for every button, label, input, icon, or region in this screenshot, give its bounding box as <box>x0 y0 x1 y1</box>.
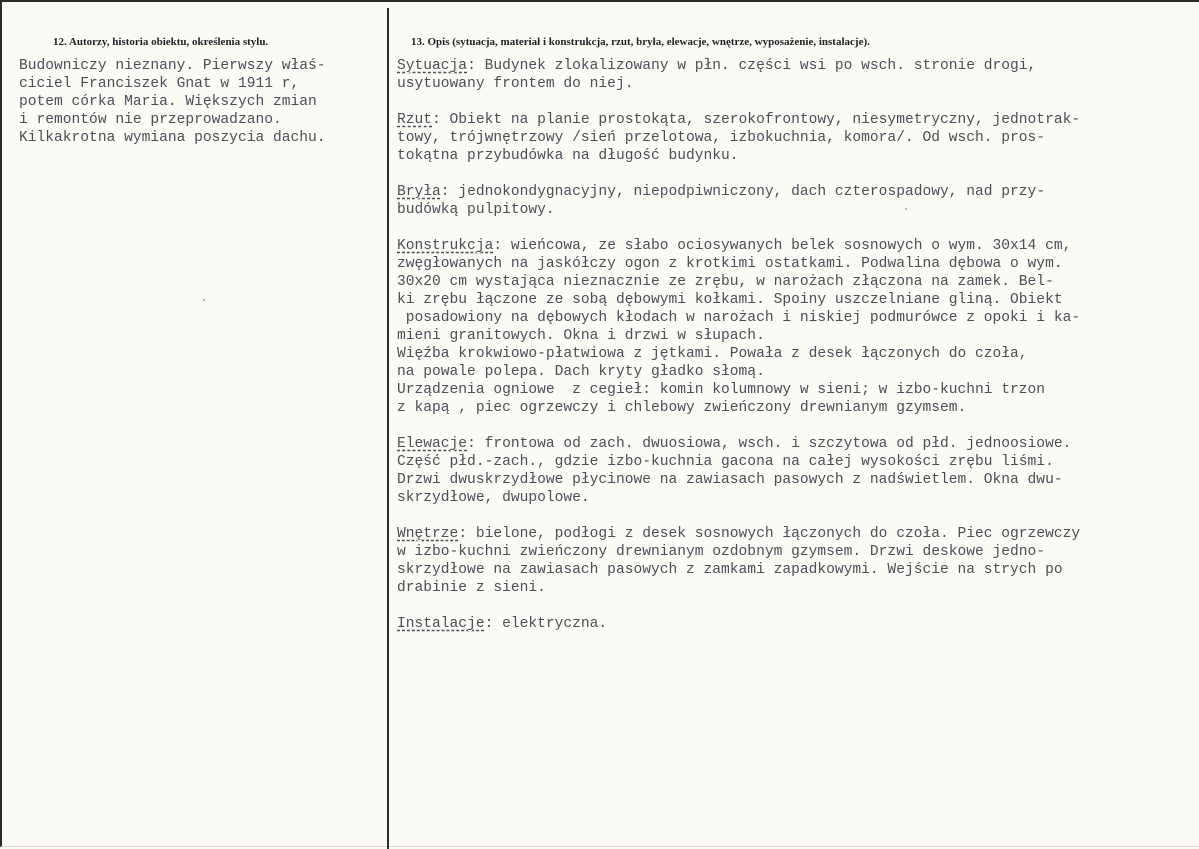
section-konstrukcja <box>397 237 1195 417</box>
paper-speck <box>203 299 205 301</box>
history-line: Kilkakrotna wymiana poszycia dachu. <box>19 130 326 146</box>
section-line: Drzwi dwuskrzydłowe płycinowe na zawiasach pasowych z nadświetlem. Okna dwu- <box>397 472 1063 488</box>
section-first-line: Rzut: Obiekt na planie prostokąta, szerokofrontowy, niesymetryczny, jednotrak- <box>397 112 1081 128</box>
section-line: 30x20 cm wystająca nieznacznie ze zrębu, w narożach złączona na zamek. Bel- <box>397 274 1054 290</box>
section-sytuacja <box>397 57 1195 93</box>
section-label: Sytuacja <box>397 58 468 74</box>
history-line: potem córka Maria. Większych zmian <box>19 94 317 110</box>
section-line: Więźba krokwiowo-płatwiowa z jętkami. Powała z desek łączonych do czoła, <box>397 346 1028 362</box>
section-line: tokątna przybudówka na długość budynku. <box>397 148 739 164</box>
section-label: Bryła <box>397 184 441 200</box>
section-line: ki zrębu łączone ze sobą dębowymi kołkami. Spoiny uszczelniane gliną. Obiekt <box>397 292 1063 308</box>
history-column <box>19 57 381 147</box>
column-divider <box>387 8 389 849</box>
section-line: zwęgłowanych na jaskółczy ogon z krotkimi ostatkami. Podwalina dębowa o wym. <box>397 256 1063 272</box>
paper-speck <box>905 208 907 210</box>
section-elewacje <box>397 435 1195 507</box>
section-first-line: Wnętrze: bielone, podłogi z desek sosnowych łączonych do czoła. Piec ogrzewczy <box>397 526 1081 542</box>
history-line: Budowniczy nieznany. Pierwszy właś- <box>19 58 326 74</box>
section-first-line: Instalacje: elektryczna. <box>397 616 608 632</box>
header-description: 13. Opis (sytuacja, materiał i konstrukcja, rzut, bryła, elewacje, wnętrze, wyposażenie, instalacje). <box>411 36 870 48</box>
section-label: Rzut <box>397 112 433 128</box>
section-label: Elewacje <box>397 436 468 452</box>
section-line: skrzydłowe, dwupolowe. <box>397 490 590 506</box>
section-line: usytuowany frontem do niej. <box>397 76 634 92</box>
section-instalacje <box>397 615 1195 633</box>
section-bryla <box>397 183 1195 219</box>
section-line: skrzydłowe na zawiasach pasowych z zamkami zapadkowymi. Wejście na strych po <box>397 562 1063 578</box>
section-line: mieni granitowych. Okna i drzwi w słupach. <box>397 328 765 344</box>
section-first-line: Konstrukcja: wieńcowa, ze słabo ociosywanych belek sosnowych o wym. 30x14 cm, <box>397 238 1072 254</box>
section-line: posadowiony na dębowych kłodach w narożach i niskiej podmurówce z opoki i ka- <box>397 310 1081 326</box>
section-line: Urządzenia ogniowe z cegieł: komin kolumnowy w sieni; w izbo-kuchni trzon <box>397 382 1046 398</box>
section-line: w izbo-kuchni zwieńczony drewnianym ozdobnym gzymsem. Drzwi deskowe jedno- <box>397 544 1046 560</box>
section-line: z kapą , piec ogrzewczy i chlebowy zwieńczony drewnianym gzymsem. <box>397 400 967 416</box>
section-first-line: Bryła: jednokondygnacyjny, niepodpiwniczony, dach czterospadowy, nad przy- <box>397 184 1046 200</box>
section-label: Instalacje <box>397 616 485 632</box>
section-rzut <box>397 111 1195 165</box>
section-line: drabinie z sieni. <box>397 580 546 596</box>
description-column <box>397 57 1195 651</box>
section-line: towy, trójwnętrzowy /sień przelotowa, izbokuchnia, komora/. Od wsch. pros- <box>397 130 1046 146</box>
section-first-line: Sytuacja: Budynek zlokalizowany w płn. części wsi po wsch. stronie drogi, <box>397 58 1037 74</box>
section-line: Część płd.-zach., gdzie izbo-kuchnia gacona na całej wysokości zrębu liśmi. <box>397 454 1054 470</box>
header-authors-history: 12. Autorzy, historia obiektu, określenia stylu. <box>53 36 269 48</box>
section-label: Konstrukcja <box>397 238 494 254</box>
history-line: ciciel Franciszek Gnat w 1911 r, <box>19 76 300 92</box>
section-line: na powale polepa. Dach kryty gładko słomą. <box>397 364 765 380</box>
section-line: budówką pulpitowy. <box>397 202 555 218</box>
history-line: i remontów nie przeprowadzano. <box>19 112 282 128</box>
section-first-line: Elewacje: frontowa od zach. dwuosiowa, wsch. i szczytowa od płd. jednoosiowe. <box>397 436 1072 452</box>
section-wnetrze <box>397 525 1195 597</box>
section-label: Wnętrze <box>397 526 459 542</box>
